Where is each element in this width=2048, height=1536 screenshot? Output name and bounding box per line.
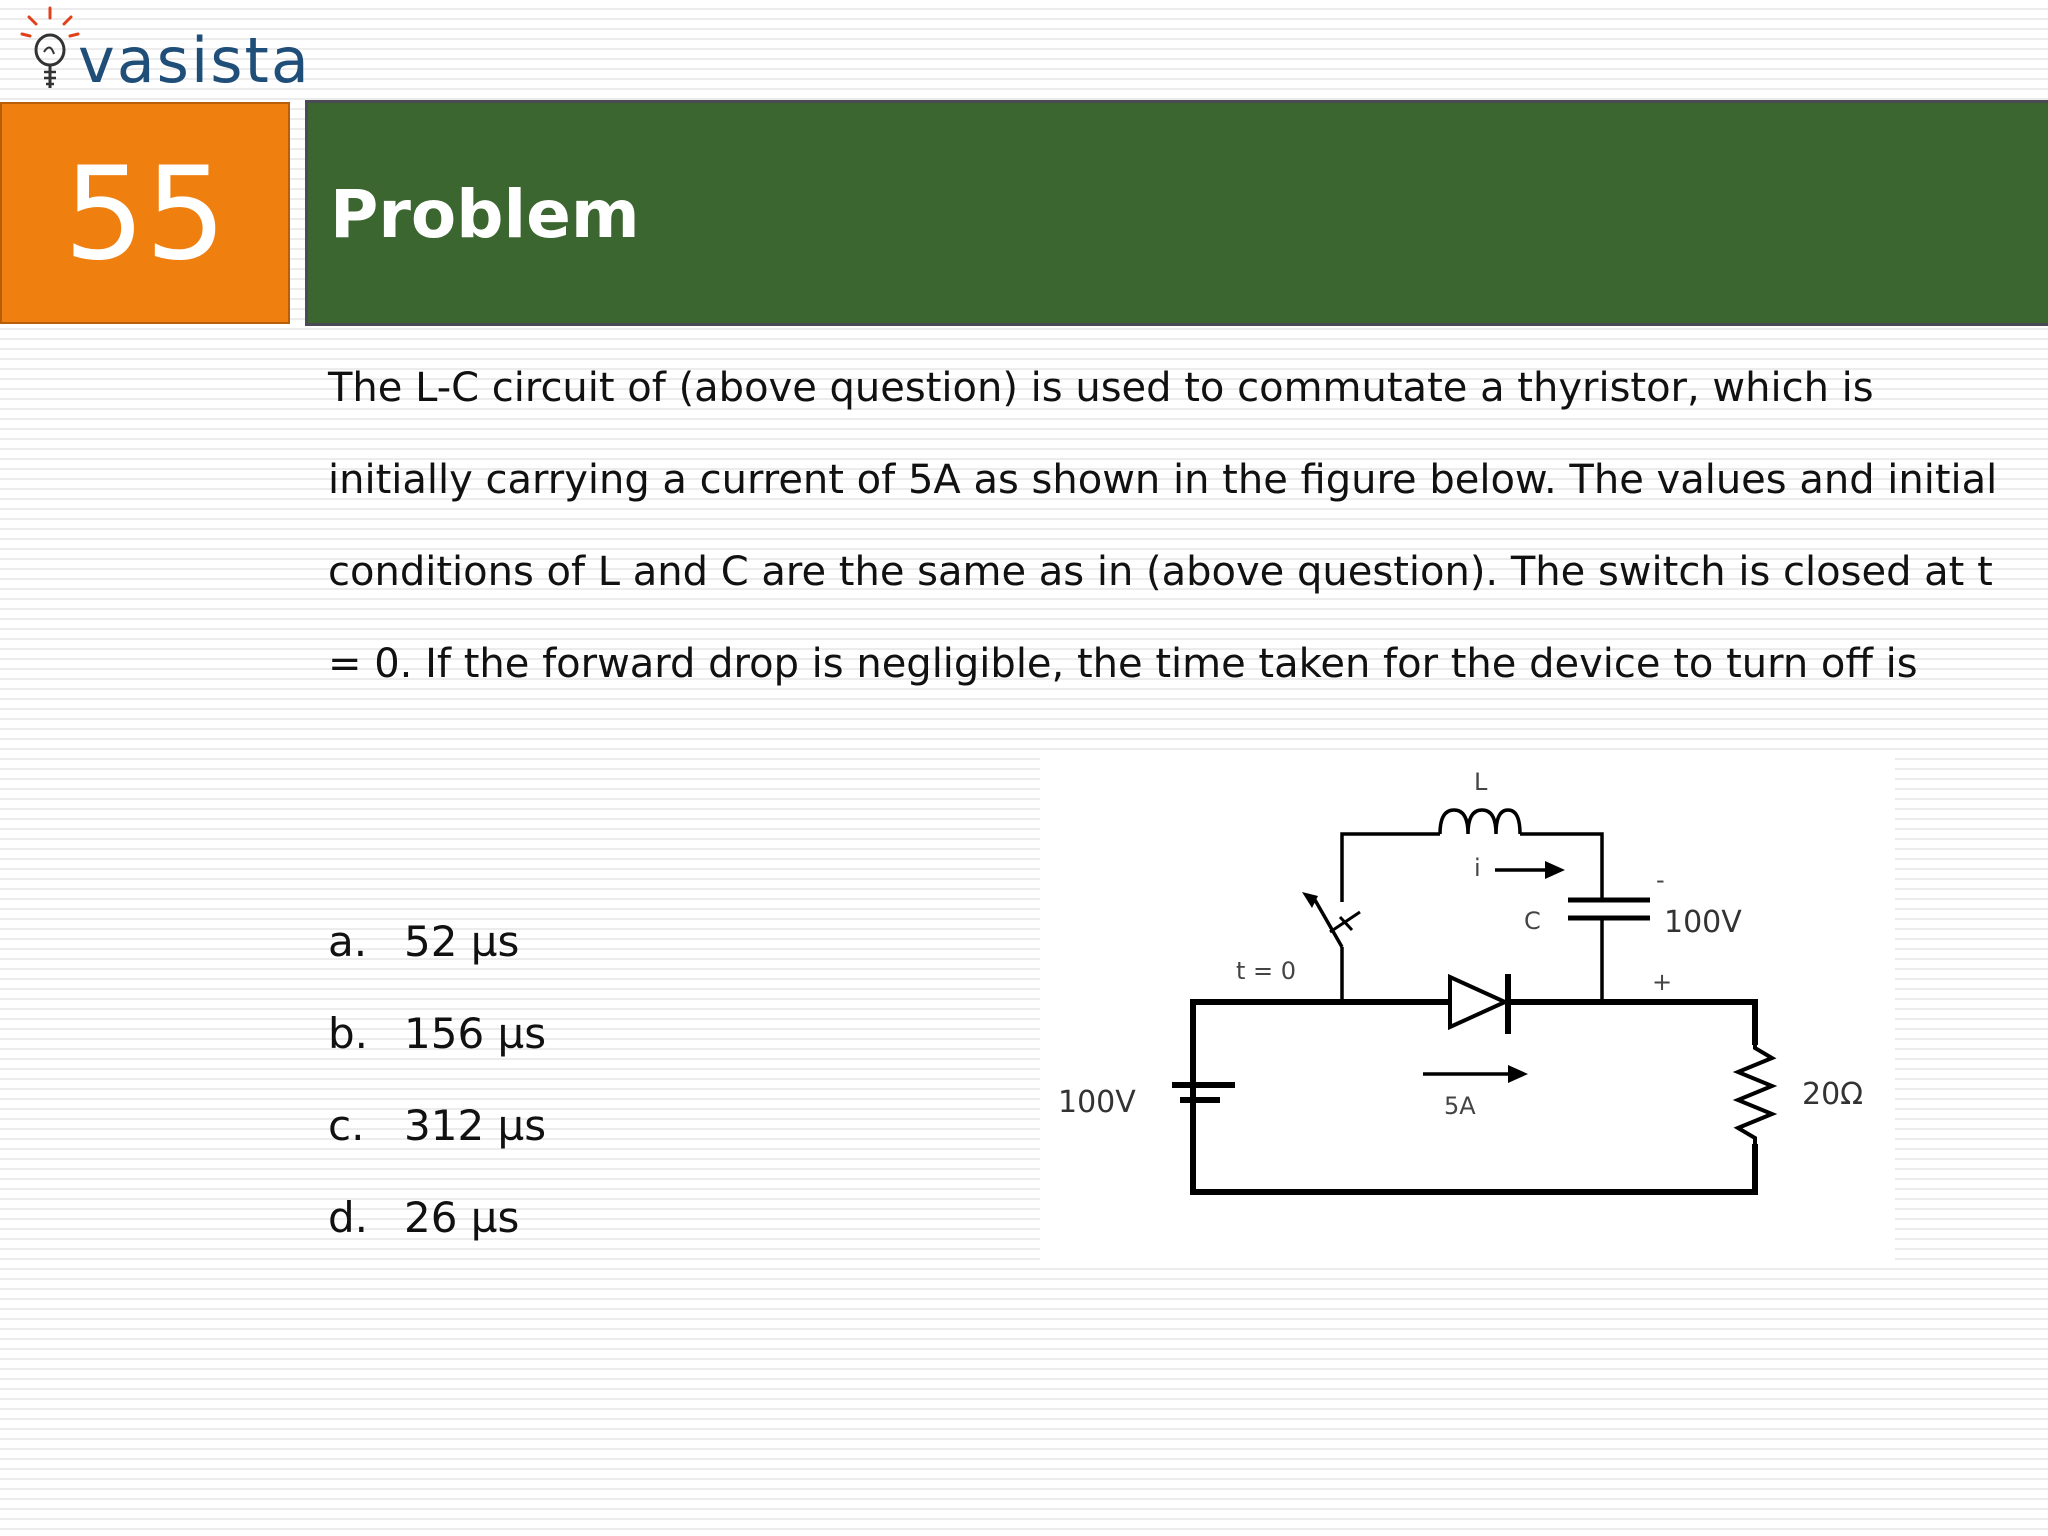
option-value: 312 µs: [404, 1101, 547, 1150]
wire-top-left: [1193, 1002, 1335, 1129]
switch-icon: [1302, 892, 1360, 947]
load-current-label: 5A: [1444, 1092, 1476, 1120]
option-letter: c.: [328, 1101, 365, 1150]
wire-top-right: [1508, 1002, 1755, 1042]
arrow-right-icon: [1423, 1065, 1528, 1083]
switch-label: t = 0: [1236, 957, 1297, 985]
vasista-logo: [20, 2, 311, 98]
capacitor-plus-label: +: [1652, 968, 1673, 996]
diode-icon: [1335, 974, 1508, 1034]
arrow-right-icon: [1495, 861, 1565, 879]
capacitor-label: C: [1524, 907, 1541, 935]
resistor-icon: [1738, 1042, 1772, 1147]
option-letter: a.: [328, 917, 368, 966]
circuit-diagram: [1040, 752, 1895, 1262]
question-text: The L-C circuit of (above question) is used to commutate a thyristor, which is initially carrying a current of 5A as shown in the figure below. The values and initial conditions of L and C are the same as in (above question). The switch is closed at t = 0. If the forward drop is negligible, the time taken for the device to turn off is: [328, 365, 1998, 687]
inductor-label: L: [1474, 768, 1488, 796]
option-c: [328, 1080, 928, 1172]
slide-title: Problem: [330, 176, 640, 253]
inductor-icon: [1440, 810, 1520, 834]
slide-number: 55: [0, 102, 290, 324]
capacitor-icon: [1568, 900, 1650, 918]
battery-icon: [1172, 1085, 1235, 1192]
circuit-svg: [1040, 752, 1895, 1262]
title-bar: [305, 100, 2048, 326]
source-voltage-label: 100V: [1058, 1085, 1136, 1120]
wire-bottom: [1193, 1172, 1755, 1192]
option-value: 52 µs: [404, 917, 520, 966]
wire-switch-branch: [1342, 834, 1440, 1002]
option-letter: b.: [328, 1009, 369, 1058]
option-value: 156 µs: [404, 1009, 547, 1058]
answer-options: [328, 896, 928, 1264]
option-d: [328, 1172, 928, 1264]
capacitor-minus-label: -: [1656, 866, 1665, 894]
logo-wordmark: vasista: [78, 24, 311, 97]
option-letter: d.: [328, 1193, 369, 1242]
option-a: [328, 896, 928, 988]
current-label: i: [1474, 854, 1481, 882]
option-value: 26 µs: [404, 1193, 520, 1242]
option-b: [328, 988, 928, 1080]
capacitor-voltage-label: 100V: [1664, 905, 1742, 940]
resistor-label: 20Ω: [1802, 1077, 1864, 1112]
